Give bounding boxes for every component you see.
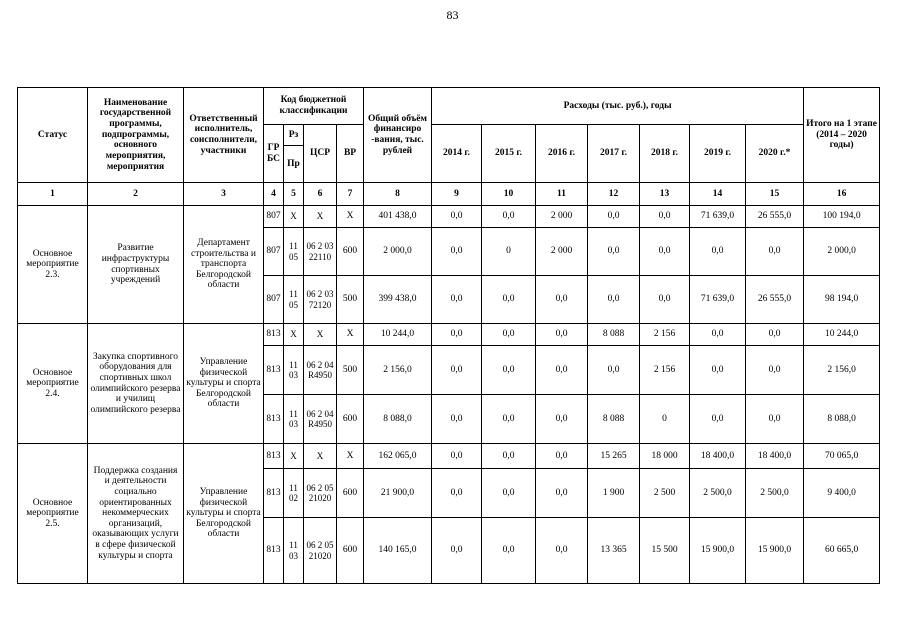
year-2018-cell: 0	[640, 395, 690, 444]
name-cell: Закупка спортивного оборудования для спортивных школ олимпийского резерва и училищ олимпийского резерва	[88, 324, 184, 444]
total-financing-cell: 10 244,0	[364, 324, 432, 346]
year-2020-cell: 26 555,0	[746, 276, 804, 324]
year-2017-cell: 1 900	[588, 469, 640, 518]
year-2017-cell: 0,0	[588, 228, 640, 276]
col-number: 8	[364, 183, 432, 206]
year-2018-cell: 15 500	[640, 518, 690, 584]
year-2016-cell: 0,0	[536, 346, 588, 395]
header-year-2020: 2020 г.*	[746, 125, 804, 183]
header-year-2017: 2017 г.	[588, 125, 640, 183]
table-row	[18, 324, 880, 346]
year-2020-cell: 2 500,0	[746, 469, 804, 518]
column-numbers-row	[18, 183, 880, 206]
total-financing-cell: 21 900,0	[364, 469, 432, 518]
total-financing-cell: 140 165,0	[364, 518, 432, 584]
year-2020-cell: 0,0	[746, 395, 804, 444]
col-number: 12	[588, 183, 640, 206]
col-number: 11	[536, 183, 588, 206]
responsible-cell: Департамент строительства и транспорта Белгородской области	[184, 206, 264, 324]
name-cell: Поддержка создания и деятельности социально ориентированных некоммерческих организаций, оказывающих услуги в сфере физической культуры и спорта	[88, 444, 184, 584]
vr-cell: 600	[337, 228, 364, 276]
year-2016-cell: 0,0	[536, 395, 588, 444]
responsible-cell: Управление физической культуры и спорта Белгородской области	[184, 324, 264, 444]
name-cell: Развитие инфраструктуры спортивных учреждений	[88, 206, 184, 324]
col-number: 14	[690, 183, 746, 206]
year-2015-cell: 0,0	[482, 395, 536, 444]
csr-cell: 06 2 05 21020	[304, 518, 337, 584]
grbs-cell: 813	[264, 444, 284, 469]
year-2016-cell: 2 000	[536, 206, 588, 228]
year-2018-cell: 0,0	[640, 228, 690, 276]
year-2019-cell: 71 639,0	[690, 276, 746, 324]
year-2016-cell: 0,0	[536, 518, 588, 584]
year-2014-cell: 0,0	[432, 469, 482, 518]
year-2014-cell: 0,0	[432, 206, 482, 228]
year-2016-cell: 0,0	[536, 444, 588, 469]
year-2017-cell: 0,0	[588, 346, 640, 395]
year-2014-cell: 0,0	[432, 276, 482, 324]
vr-cell: 500	[337, 346, 364, 395]
grbs-cell: 807	[264, 276, 284, 324]
csr-cell: 06 2 03 22110	[304, 228, 337, 276]
rz-pr-cell: 11 05	[284, 228, 304, 276]
year-2018-cell: 2 500	[640, 469, 690, 518]
csr-cell: 06 2 04 R4950	[304, 395, 337, 444]
status-cell: Основное мероприятие 2.3.	[18, 206, 88, 324]
year-2015-cell: 0,0	[482, 469, 536, 518]
year-2018-cell: 0,0	[640, 206, 690, 228]
status-cell: Основное мероприятие 2.4.	[18, 324, 88, 444]
header-rz: Рз	[284, 125, 304, 146]
rz-pr-cell: 11 03	[284, 346, 304, 395]
total-financing-cell: 2 156,0	[364, 346, 432, 395]
vr-cell: 600	[337, 518, 364, 584]
stage-total-cell: 2 156,0	[804, 346, 880, 395]
header-status: Статус	[18, 88, 88, 183]
stage-total-cell: 9 400,0	[804, 469, 880, 518]
year-2019-cell: 0,0	[690, 228, 746, 276]
year-2016-cell: 2 000	[536, 228, 588, 276]
csr-cell: Х	[304, 444, 337, 469]
year-2020-cell: 15 900,0	[746, 518, 804, 584]
grbs-cell: 813	[264, 518, 284, 584]
header-vr: ВР	[337, 125, 364, 183]
col-number: 4	[264, 183, 284, 206]
stage-total-cell: 10 244,0	[804, 324, 880, 346]
header-total-financing: Общий объём финансиро -вания, тыс. рублей	[364, 88, 432, 183]
year-2014-cell: 0,0	[432, 324, 482, 346]
vr-cell: 600	[337, 395, 364, 444]
header-year-2015: 2015 г.	[482, 125, 536, 183]
year-2020-cell: 0,0	[746, 228, 804, 276]
responsible-cell: Управление физической культуры и спорта Белгородской области	[184, 444, 264, 584]
year-2014-cell: 0,0	[432, 346, 482, 395]
header-name: Наименование государственной программы, подпрограммы, основного мероприятия, мероприятия	[88, 88, 184, 183]
table-row	[18, 206, 880, 228]
year-2018-cell: 18 000	[640, 444, 690, 469]
year-2019-cell: 2 500,0	[690, 469, 746, 518]
year-2017-cell: 13 365	[588, 518, 640, 584]
vr-cell: 500	[337, 276, 364, 324]
col-number: 16	[804, 183, 880, 206]
table-row	[18, 444, 880, 469]
total-financing-cell: 2 000,0	[364, 228, 432, 276]
page-number: 83	[446, 8, 459, 22]
year-2014-cell: 0,0	[432, 518, 482, 584]
col-number: 3	[184, 183, 264, 206]
year-2014-cell: 0,0	[432, 395, 482, 444]
grbs-cell: 813	[264, 324, 284, 346]
csr-cell: Х	[304, 324, 337, 346]
year-2019-cell: 0,0	[690, 395, 746, 444]
header-year-2014: 2014 г.	[432, 125, 482, 183]
col-number: 2	[88, 183, 184, 206]
col-number: 5	[284, 183, 304, 206]
year-2016-cell: 0,0	[536, 276, 588, 324]
year-2020-cell: 26 555,0	[746, 206, 804, 228]
year-2018-cell: 2 156	[640, 324, 690, 346]
rz-pr-cell: Х	[284, 206, 304, 228]
col-number: 15	[746, 183, 804, 206]
year-2019-cell: 15 900,0	[690, 518, 746, 584]
header-year-2016: 2016 г.	[536, 125, 588, 183]
grbs-cell: 813	[264, 346, 284, 395]
year-2017-cell: 8 088	[588, 324, 640, 346]
status-cell: Основное мероприятие 2.5.	[18, 444, 88, 584]
csr-cell: Х	[304, 206, 337, 228]
csr-cell: 06 2 05 21020	[304, 469, 337, 518]
year-2016-cell: 0,0	[536, 324, 588, 346]
total-financing-cell: 401 438,0	[364, 206, 432, 228]
header-grbs: ГР БС	[264, 125, 284, 183]
header-csr: ЦСР	[304, 125, 337, 183]
rz-pr-cell: 11 05	[284, 276, 304, 324]
header-year-2018: 2018 г.	[640, 125, 690, 183]
stage-total-cell: 100 194,0	[804, 206, 880, 228]
rz-pr-cell: 11 03	[284, 518, 304, 584]
year-2014-cell: 0,0	[432, 228, 482, 276]
year-2015-cell: 0,0	[482, 206, 536, 228]
rz-pr-cell: 11 03	[284, 395, 304, 444]
stage-total-cell: 70 065,0	[804, 444, 880, 469]
total-financing-cell: 8 088,0	[364, 395, 432, 444]
vr-cell: Х	[337, 324, 364, 346]
year-2017-cell: 8 088	[588, 395, 640, 444]
year-2019-cell: 71 639,0	[690, 206, 746, 228]
year-2014-cell: 0,0	[432, 444, 482, 469]
year-2020-cell: 0,0	[746, 346, 804, 395]
total-financing-cell: 162 065,0	[364, 444, 432, 469]
total-financing-cell: 399 438,0	[364, 276, 432, 324]
col-number: 13	[640, 183, 690, 206]
year-2017-cell: 0,0	[588, 276, 640, 324]
col-number: 7	[337, 183, 364, 206]
year-2019-cell: 18 400,0	[690, 444, 746, 469]
year-2015-cell: 0	[482, 228, 536, 276]
header-responsible: Ответственный исполнитель, соисполнители, участники	[184, 88, 264, 183]
vr-cell: Х	[337, 444, 364, 469]
header-year-2019: 2019 г.	[690, 125, 746, 183]
col-number: 9	[432, 183, 482, 206]
col-number: 1	[18, 183, 88, 206]
col-number: 6	[304, 183, 337, 206]
stage-total-cell: 8 088,0	[804, 395, 880, 444]
stage-total-cell: 2 000,0	[804, 228, 880, 276]
csr-cell: 06 2 04 R4950	[304, 346, 337, 395]
grbs-cell: 807	[264, 228, 284, 276]
year-2018-cell: 0,0	[640, 276, 690, 324]
year-2019-cell: 0,0	[690, 346, 746, 395]
header-expenses: Расходы (тыс. руб.), годы	[432, 88, 804, 125]
year-2015-cell: 0,0	[482, 276, 536, 324]
grbs-cell: 813	[264, 395, 284, 444]
rz-pr-cell: 11 02	[284, 469, 304, 518]
year-2017-cell: 0,0	[588, 206, 640, 228]
year-2015-cell: 0,0	[482, 444, 536, 469]
year-2015-cell: 0,0	[482, 324, 536, 346]
header-row	[18, 88, 880, 125]
col-number: 10	[482, 183, 536, 206]
year-2015-cell: 0,0	[482, 518, 536, 584]
budget-table	[17, 87, 880, 584]
vr-cell: Х	[337, 206, 364, 228]
header-stage-total: Итого на 1 этапе (2014 – 2020 годы)	[804, 88, 880, 183]
year-2017-cell: 15 265	[588, 444, 640, 469]
rz-pr-cell: Х	[284, 444, 304, 469]
year-2016-cell: 0,0	[536, 469, 588, 518]
year-2020-cell: 0,0	[746, 324, 804, 346]
grbs-cell: 807	[264, 206, 284, 228]
header-pr: Пр	[284, 146, 304, 183]
year-2015-cell: 0,0	[482, 346, 536, 395]
stage-total-cell: 98 194,0	[804, 276, 880, 324]
year-2019-cell: 0,0	[690, 324, 746, 346]
year-2018-cell: 2 156	[640, 346, 690, 395]
header-budget-code: Код бюджетной классификации	[264, 88, 364, 125]
vr-cell: 600	[337, 469, 364, 518]
csr-cell: 06 2 03 72120	[304, 276, 337, 324]
year-2020-cell: 18 400,0	[746, 444, 804, 469]
stage-total-cell: 60 665,0	[804, 518, 880, 584]
rz-pr-cell: Х	[284, 324, 304, 346]
grbs-cell: 813	[264, 469, 284, 518]
